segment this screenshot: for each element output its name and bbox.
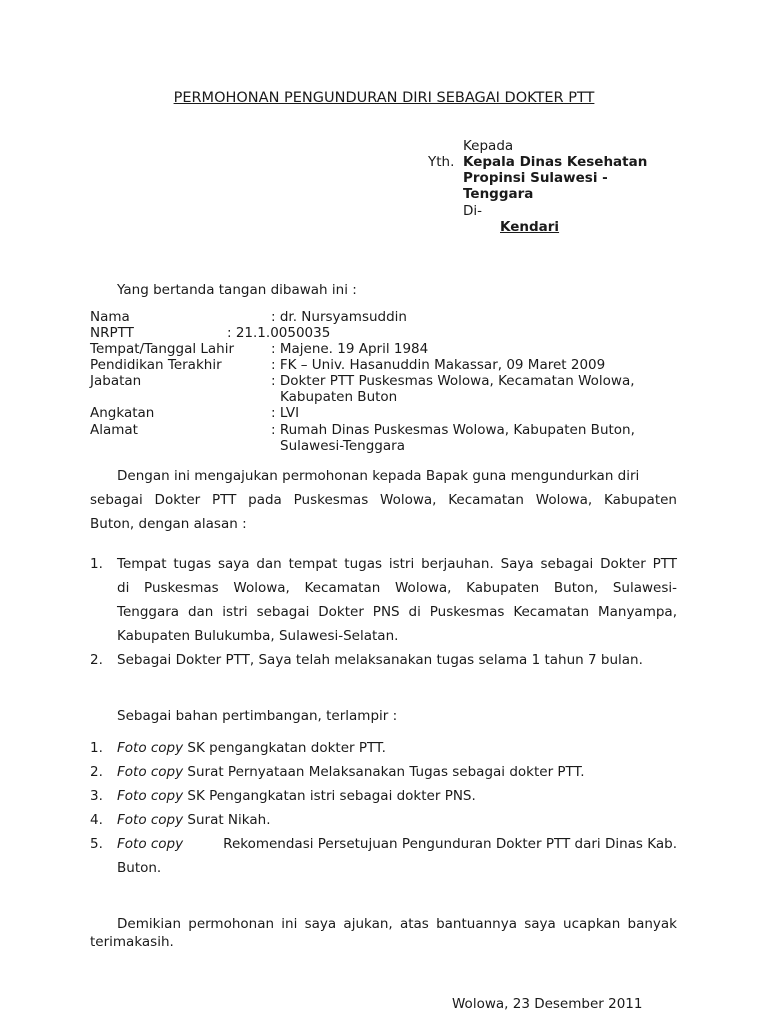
closing-line: Demikian permohonan ini saya ajukan, atas bantuannya saya ucapkan banyak — [117, 916, 677, 932]
closing-line: terimakasih. — [90, 934, 174, 950]
recipient-yth: Yth. — [428, 154, 455, 170]
recipient-city: Kendari — [500, 219, 560, 235]
field-label: Jabatan — [90, 373, 142, 389]
field-value: : Majene. 19 April 1984 — [271, 341, 429, 357]
list-number: 1. — [90, 740, 103, 756]
body-line: Dengan ini mengajukan permohonan kepada Bapak guna mengundurkan diri — [117, 468, 640, 484]
list-item-text: Surat Pernyataan Melaksanakan Tugas sebagai dokter PTT. — [183, 764, 585, 780]
field-label: Pendidikan Terakhir — [90, 357, 222, 373]
recipient-di: Di- — [463, 203, 483, 219]
list-item-text: Surat Nikah. — [183, 812, 271, 828]
field-label: Tempat/Tanggal Lahir — [90, 341, 235, 357]
list-item — [117, 788, 476, 804]
field-value: : FK – Univ. Hasanuddin Makassar, 09 Maret 2009 — [271, 357, 606, 373]
list-item-line: Buton. — [117, 860, 162, 876]
field-value: : dr. Nursyamsuddin — [271, 309, 407, 325]
list-number: 5. — [90, 836, 103, 852]
list-item — [117, 764, 585, 780]
recipient-line-2: Propinsi Sulawesi - — [463, 170, 608, 186]
field-value: : 21.1.0050035 — [227, 325, 331, 341]
list-item — [117, 740, 386, 756]
list-item-prefix: Foto copy — [117, 812, 184, 828]
recipient-kepada: Kepada — [463, 138, 514, 154]
list-number: 2. — [90, 764, 103, 780]
list-item-prefix: Foto copy — [117, 764, 184, 780]
field-value-continued: Sulawesi-Tenggara — [280, 438, 405, 454]
list-item-line: di Puskesmas Wolowa, Kecamatan Wolowa, Kabupaten Buton, Sulawesi- — [117, 580, 677, 596]
recipient-line-3: Tenggara — [463, 186, 534, 202]
list-item-text: SK pengangkatan dokter PTT. — [183, 740, 386, 756]
list-number: 1. — [90, 556, 103, 572]
field-value-continued: Kabupaten Buton — [280, 389, 398, 405]
list-item-prefix: Foto copy — [117, 740, 184, 756]
field-label: NRPTT — [90, 325, 134, 341]
list-item-line: Kabupaten Bulukumba, Sulawesi-Selatan. — [117, 628, 399, 644]
list-item-prefix: Foto copy — [117, 836, 184, 852]
list-number: 2. — [90, 652, 103, 668]
list-item-text: Rekomendasi Persetujuan Pengunduran Dokter PTT dari Dinas Kab. — [223, 836, 677, 852]
field-label: Nama — [90, 309, 130, 325]
list-item-line: Tempat tugas saya dan tempat tugas istri berjauhan. Saya sebagai Dokter PTT — [117, 556, 677, 572]
list-item-text: SK Pengangkatan istri sebagai dokter PNS. — [183, 788, 476, 804]
list-item — [117, 836, 677, 852]
page-title: PERMOHONAN PENGUNDURAN DIRI SEBAGAI DOKTER PTT — [173, 90, 595, 106]
list-item — [117, 812, 270, 828]
field-label: Alamat — [90, 422, 138, 438]
field-value: : LVI — [271, 405, 300, 421]
field-value: : Dokter PTT Puskesmas Wolowa, Kecamatan Wolowa, — [271, 373, 635, 389]
list-item-line: Sebagai Dokter PTT, Saya telah melaksanakan tugas selama 1 tahun 7 bulan. — [117, 652, 643, 668]
intro-text: Yang bertanda tangan dibawah ini : — [117, 282, 357, 298]
field-value: : Rumah Dinas Puskesmas Wolowa, Kabupaten Buton, — [271, 422, 635, 438]
body-line: sebagai Dokter PTT pada Puskesmas Wolowa, Kecamatan Wolowa, Kabupaten — [90, 492, 677, 508]
attachments-intro: Sebagai bahan pertimbangan, terlampir : — [117, 708, 398, 724]
list-number: 4. — [90, 812, 103, 828]
list-item-line: Tenggara dan istri sebagai Dokter PNS di Puskesmas Kecamatan Manyampa, — [117, 604, 677, 620]
list-number: 3. — [90, 788, 103, 804]
body-line: Buton, dengan alasan : — [90, 516, 247, 532]
recipient-line-1: Kepala Dinas Kesehatan — [463, 154, 648, 170]
place-date: Wolowa, 23 Desember 2011 — [452, 996, 643, 1012]
field-label: Angkatan — [90, 405, 155, 421]
list-item-prefix: Foto copy — [117, 788, 184, 804]
